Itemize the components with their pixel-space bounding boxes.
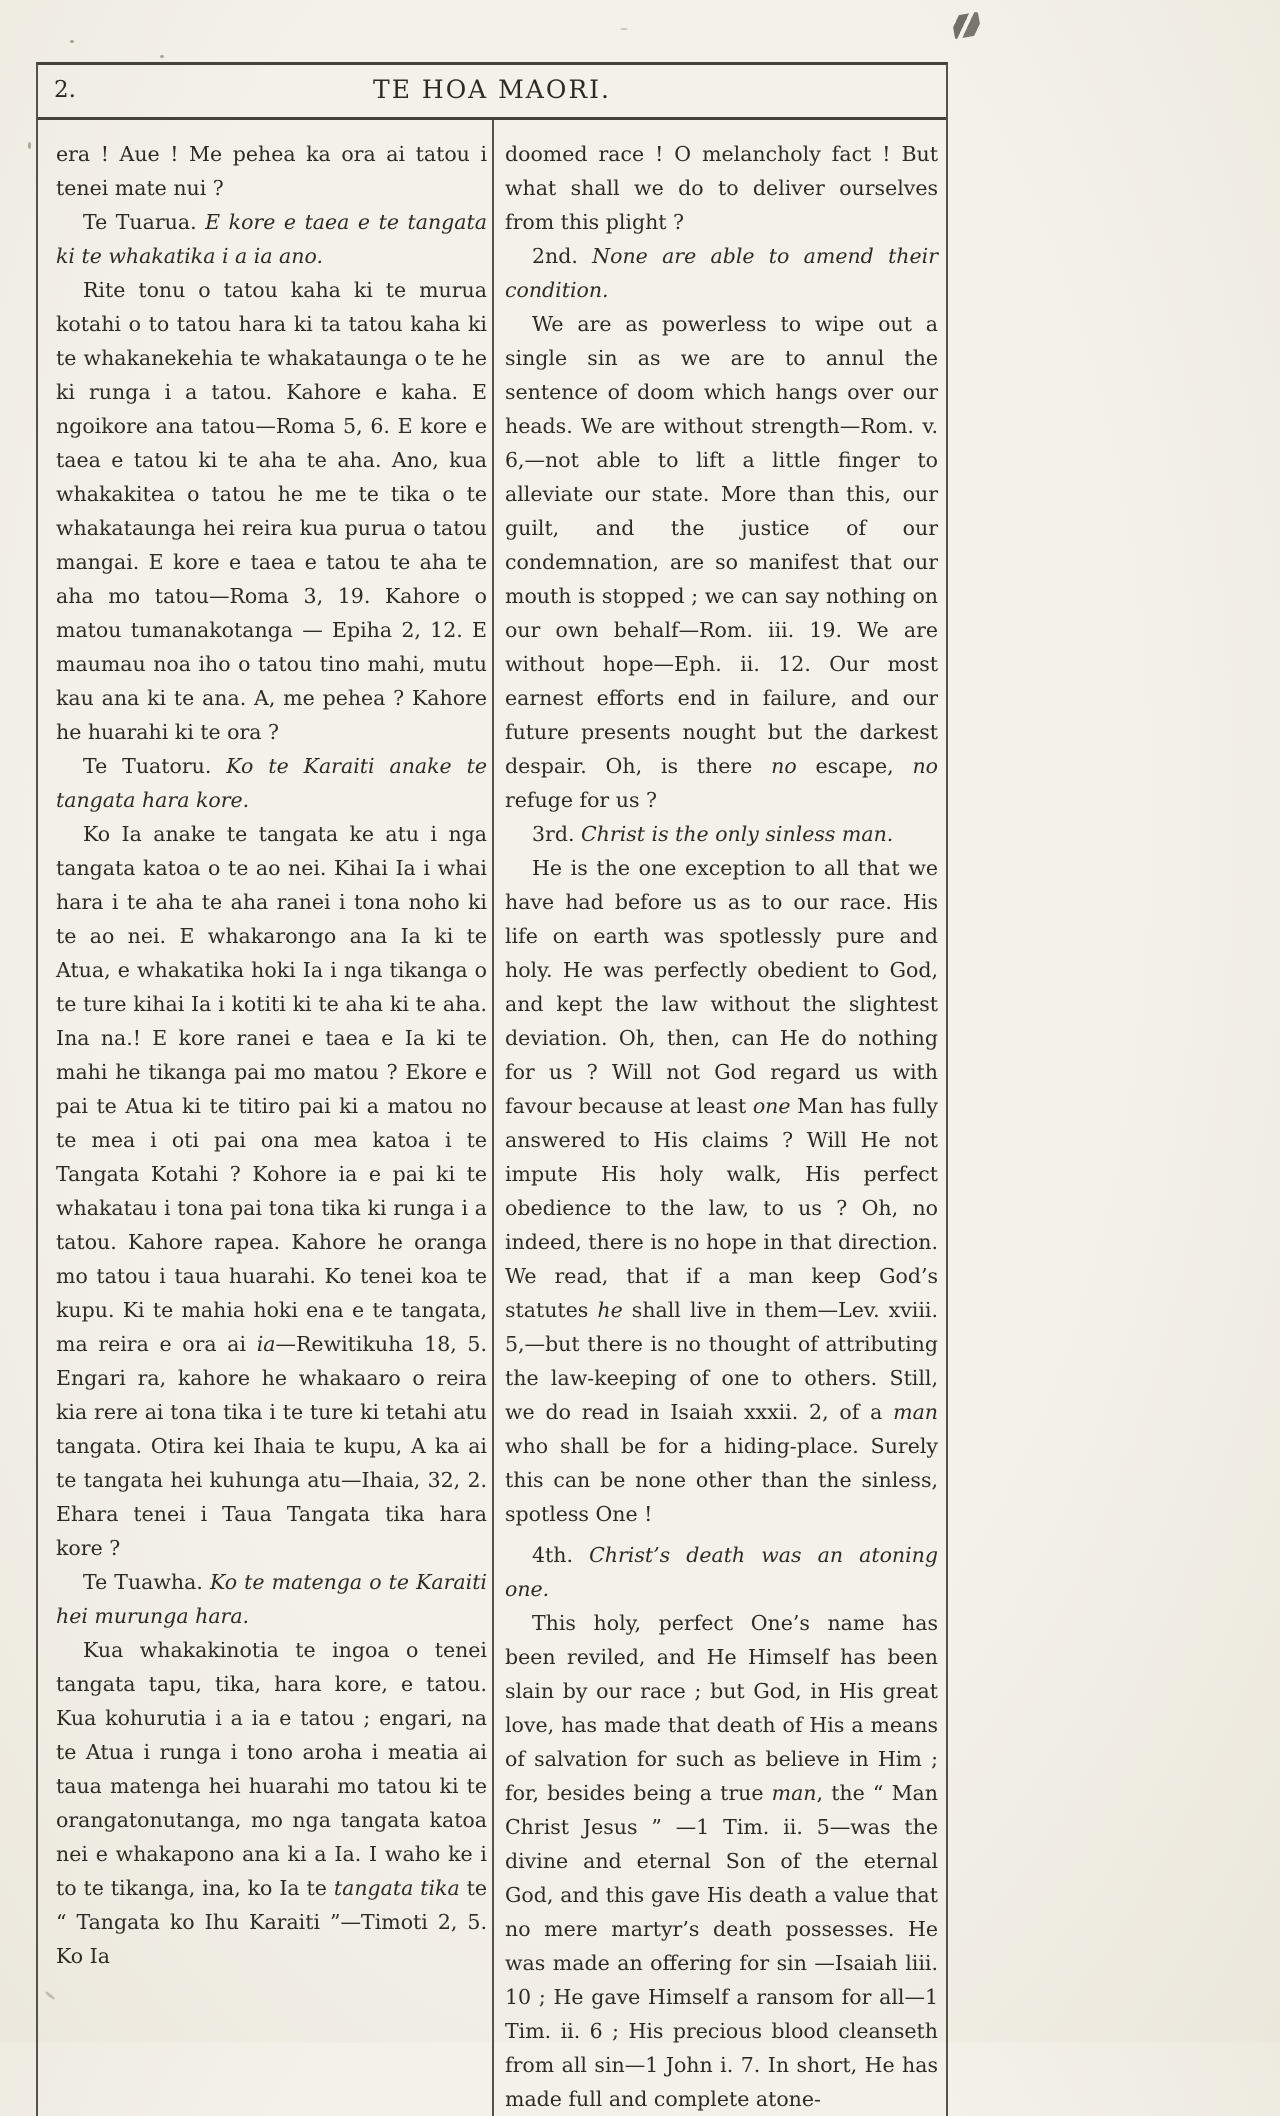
text-segment: Rite tonu o tatou kaha ki te murua kotahi o to tatou hara ki ta tatou kaha ki te whakanekehia te whakataunga o te he ki runga i a tatou. Kahore e kaha. E ngoikore ana tatou—Roma 5, 6. E kore e taea e tatou ki te aha te aha. Ano, kua whakakitea o tatou he me te tika o te whakataunga hei reira kua purua o tatou mangai. E kore e taea e tatou te aha te aha mo tatou—Roma 3, 19. Kahore o matou tumanakotanga — Epiha 2, 12. E maumau noa iho o tatou tino mahi, mutu kau ana ki te ana. A, me pehea ? Kahore he huarahi ki te ora ? — [56, 278, 487, 744]
text-segment: doomed race ! O melancholy fact ! But what shall we do to deliver ourselves from this plight ? — [505, 142, 938, 234]
italic-text-segment: man — [771, 1781, 817, 1805]
text-segment: Te Tuatoru. — [83, 754, 227, 778]
text-segment: We are as powerless to wipe out a single sin as we are to annul the sentence of doom which hangs over our heads. We are without strength—Rom. v. 6,—not able to lift a little finger to alleviate our state. More than this, our guilt, and the justice of our condemnation, are so manifest that our mouth is stopped ; we can say nothing on our own behalf—Rom. iii. 19. We are without hope—Eph. ii. 12. Our most earnest efforts end in failure, and our future presents nought but the darkest despair. Oh, is there — [505, 312, 938, 778]
paragraph — [56, 749, 487, 817]
text-segment: who shall be for a hiding-place. Surely this can be none other than the sinless, spotless One ! — [505, 1434, 938, 1526]
paragraph — [505, 851, 938, 1531]
left-column-maori-text — [38, 120, 492, 2116]
printed-page-frame — [36, 62, 948, 2116]
italic-text-segment: tangata tika — [333, 1876, 460, 1900]
italic-text-segment: man — [893, 1400, 938, 1424]
italic-text-segment: one — [752, 1094, 791, 1118]
italic-text-segment: he — [597, 1298, 623, 1322]
italic-text-segment: no — [771, 754, 797, 778]
italic-text-segment: Christ is the only sinless man. — [581, 822, 894, 846]
italic-text-segment: None are able to amend their condition. — [505, 244, 938, 302]
text-columns — [38, 120, 946, 2116]
text-segment: This holy, perfect One’s name has been reviled, and He Himself has been slain by our race ; but God, in His great love, has made that death of His a means of salvation for such as believe in Him ; for, besides being a true — [505, 1611, 938, 1805]
text-segment: 2nd. — [532, 244, 593, 268]
page-title: TE HOA MAORI. — [373, 75, 611, 104]
paragraph — [505, 817, 938, 851]
paragraph — [56, 1633, 487, 1973]
paragraph — [505, 239, 938, 307]
text-segment: Te Tuarua. — [83, 210, 206, 234]
italic-text-segment: E kore e taea e te tangata ki te whakatika i a ia ano. — [56, 210, 487, 268]
text-segment: te “ Tangata ko Ihu Karaiti ”—Timoti 2, 5. Ko Ia — [56, 1876, 487, 1968]
paragraph — [505, 137, 938, 239]
text-segment: escape, — [796, 754, 913, 778]
ink-smudge-artifact — [951, 12, 982, 39]
text-segment: 3rd. — [532, 822, 581, 846]
paragraph — [56, 817, 487, 1565]
italic-text-segment: no — [912, 754, 938, 778]
text-segment: 4th. — [532, 1543, 590, 1567]
scan-artifact — [70, 40, 74, 43]
paragraph — [56, 1565, 487, 1633]
scan-artifact — [620, 28, 628, 30]
text-segment: , the “ Man Christ Jesus ” —1 Tim. ii. 5—was the divine and eternal Son of the eternal God, and this gave His death a value that no mere martyr’s death possesses. He was made an offering for sin —Isaiah liii. 10 ; He gave Himself a ransom for all—1 Tim. ii. 6 ; His precious blood cleanseth from all sin—1 John i. 7. In short, He has made full and complete atone- — [505, 1781, 938, 2111]
masthead — [38, 65, 946, 120]
italic-text-segment: Ko te matenga o te Karaiti hei murunga hara. — [56, 1570, 487, 1628]
text-segment: refuge for us ? — [505, 788, 657, 812]
paragraph — [505, 1606, 938, 2116]
paragraph — [505, 1538, 938, 1606]
text-segment: shall live in them—Lev. xviii. 5,—but there is no thought of attributing the law-keeping of one to others. Still, we do read in Isaiah xxxii. 2, of a — [505, 1298, 938, 1424]
italic-text-segment: Christ’s death was an atoning one. — [505, 1543, 938, 1601]
text-segment: He is the one exception to all that we have had before us as to our race. His life on earth was spotlessly pure and holy. He was perfectly obedient to God, and kept the law without the slightest deviation. Oh, then, can He do nothing for us ? Will not God regard us with favour because at least — [505, 856, 938, 1118]
text-segment: Man has fully answered to His claims ? Will He not impute His holy walk, His perfect obedience to the law, to us ? Oh, no indeed, there is no hope in that direction. We read, that if a man keep God’s statutes — [505, 1094, 938, 1322]
text-segment: era ! Aue ! Me pehea ka ora ai tatou i tenei mate nui ? — [56, 142, 487, 200]
paragraph — [56, 205, 487, 273]
paragraph — [505, 307, 938, 817]
text-segment: Ko Ia anake te tangata ke atu i nga tangata katoa o te ao nei. Kihai Ia i whai hara i te aha te aha ranei i tona noho ki te ao nei. E whakarongo ana Ia ki te Atua, e whakatika hoki Ia i nga tikanga o te ture kihai Ia i kotiti ki te aha ki te aha. Ina na.! E kore ranei e taea e Ia ki te mahi he tikanga pai mo matou ? Ekore e pai te Atua ki te titiro pai ki a matou no te mea i oti pai ona mea katoa i te Tangata Kotahi ? Kohore ia e pai ki te whakatau i tona pai tona tika ki runga i a tatou. Kahore rapea. Kahore he oranga mo tatou i taua huarahi. Ko tenei koa te kupu. Ki te mahia hoki ena e te tangata, ma reira e ora ai — [56, 822, 487, 1356]
scan-artifact — [160, 55, 164, 58]
text-segment: Kua whakakinotia te ingoa o tenei tangata tapu, tika, hara kore, e tatou. Kua kohurutia i a ia e tatou ; engari, na te Atua i runga i tono aroha i meatia ai taua matenga hei huarahi mo tatou ki te orangatonutanga, mo nga tangata katoa nei e whakapono ana ki a Ia. I waho ke i to te tikanga, ina, ko Ia te — [56, 1638, 487, 1900]
paragraph — [56, 273, 487, 749]
scan-artifact — [28, 142, 31, 149]
italic-text-segment: Ko te Karaiti anake te tangata hara kore. — [56, 754, 487, 812]
right-column-english-text — [494, 120, 946, 2116]
text-segment: Te Tuawha. — [83, 1570, 210, 1594]
page-number: 2. — [54, 77, 76, 103]
italic-text-segment: ia — [256, 1332, 276, 1356]
paragraph — [56, 137, 487, 205]
text-segment: —Rewitikuha 18, 5. Engari ra, kahore he whakaaro o reira kia rere ai tona tika i te ture ki tetahi atu tangata. Otira kei Ihaia te kupu, A ka ai te tangata hei kuhunga atu—Ihaia, 32, 2. Ehara tenei i Taua Tangata tika hara kore ? — [56, 1332, 487, 1560]
